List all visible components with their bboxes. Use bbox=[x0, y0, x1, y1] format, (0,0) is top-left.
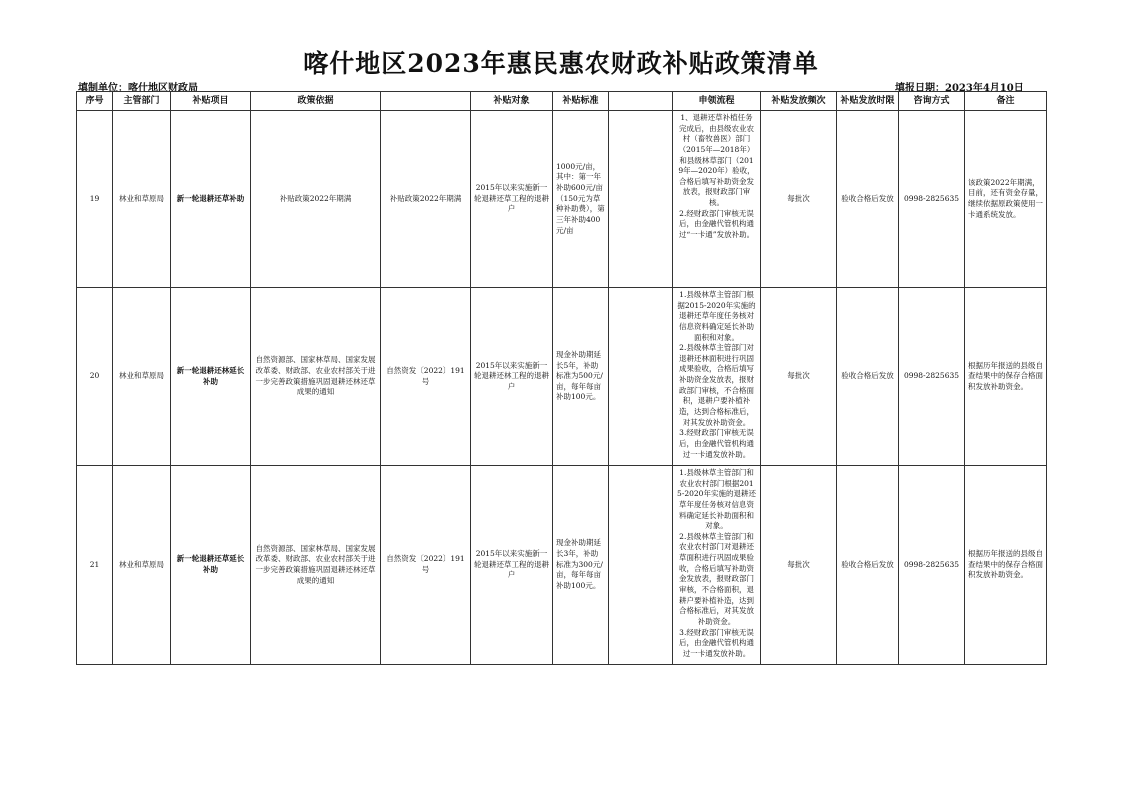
header-cell: 申领流程 bbox=[673, 92, 761, 111]
row-process-text: 1.县级林草主管部门和农业农村部门根据2015-2020年实施的退耕还草年度任务核对信息资料确定延长补助面积和对象。 2.县级林草主管部门和农业农村部门对退耕还草面积进行巩固成果验收，合格后填写补助资金发放表，报财政部门审核，不合格面积，退耕户要补植补造，达到合格标准后，对其发放补助资金。 3.经财政部门审核无误后，由金融代管机构通过一卡通发放补助。 bbox=[677, 468, 756, 658]
row-contact: 0998-2825635 bbox=[899, 466, 965, 665]
row-contact: 0998-2825635 bbox=[899, 111, 965, 288]
table-row bbox=[77, 288, 1047, 466]
row-process bbox=[673, 111, 761, 288]
row-basis: 自然资源部、国家林草局、国家发展改革委、财政部、农业农村部关于进一步完善政策措施巩固退耕还林还草成果的通知 bbox=[251, 466, 381, 665]
row-spacer bbox=[609, 466, 673, 665]
subsidy-table bbox=[76, 91, 1047, 665]
row-document: 自然资发〔2022〕191号 bbox=[381, 288, 471, 466]
row-frequency: 每批次 bbox=[761, 111, 837, 288]
table-row bbox=[77, 466, 1047, 665]
row-contact: 0998-2825635 bbox=[899, 288, 965, 466]
header-cell: 主管部门 bbox=[113, 92, 171, 111]
header-cell: 补贴对象 bbox=[471, 92, 553, 111]
row-frequency: 每批次 bbox=[761, 288, 837, 466]
header-cell: 补贴发放频次 bbox=[761, 92, 837, 111]
row-number: 19 bbox=[77, 111, 113, 288]
header-cell: 补贴标准 bbox=[553, 92, 609, 111]
row-frequency: 每批次 bbox=[761, 466, 837, 665]
row-document: 自然资发〔2022〕191号 bbox=[381, 466, 471, 665]
header-cell: 备注 bbox=[965, 92, 1047, 111]
filing-date: 填报日期：2023年4月10日 bbox=[895, 83, 1024, 94]
row-basis: 补贴政策2022年期满 bbox=[251, 111, 381, 288]
row-number: 20 bbox=[77, 288, 113, 466]
row-note: 根据历年报送的县级自查结果中的保存合格面积发放补助资金。 bbox=[965, 288, 1047, 466]
header-cell: 政策依据 bbox=[251, 92, 381, 111]
table-header-row bbox=[77, 92, 1047, 111]
row-standard: 现金补助期延长5年，补助标准为500元/亩，每年每亩补助100元。 bbox=[553, 288, 609, 466]
header-cell: 序号 bbox=[77, 92, 113, 111]
header-cell: 补贴发放时限 bbox=[837, 92, 899, 111]
row-process bbox=[673, 288, 761, 466]
header-cell: 咨询方式 bbox=[899, 92, 965, 111]
page-title: 喀什地区2023年惠民惠农财政补贴政策清单 bbox=[303, 49, 819, 78]
row-process bbox=[673, 466, 761, 665]
row-basis: 自然资源部、国家林草局、国家发展改革委、财政部、农业农村部关于进一步完善政策措施巩固退耕还林还草成果的通知 bbox=[251, 288, 381, 466]
row-target: 2015年以来实施新一轮退耕还草工程的退耕户 bbox=[471, 466, 553, 665]
row-time-limit: 验收合格后发放 bbox=[837, 466, 899, 665]
row-project: 新一轮退耕还草延长补助 bbox=[171, 466, 251, 665]
row-process-text: 1.县级林草主管部门根据2015-2020年实施的退耕还草年度任务核对信息资料确定延长补助面积和对象。 2.县级林草主管部门对退耕还林面积进行巩固成果验收，合格后填写补助资金发放表，报财政部门审核，不合格面积，退耕户要补植补造，达到合格标准后，对其发放补助资金。 3.经财政部门审核无误后，由金融代管机构通过一卡通发放补助。 bbox=[677, 290, 756, 459]
row-project: 新一轮退耕还林延长补助 bbox=[171, 288, 251, 466]
header-cell: 补贴项目 bbox=[171, 92, 251, 111]
row-department: 林业和草原局 bbox=[113, 466, 171, 665]
row-time-limit: 验收合格后发放 bbox=[837, 111, 899, 288]
header-cell bbox=[381, 92, 471, 111]
row-standard: 现金补助期延长3年，补助标准为300元/亩，每年每亩补助100元。 bbox=[553, 466, 609, 665]
row-number: 21 bbox=[77, 466, 113, 665]
row-standard: 1000元/亩，其中：第一年补助600元/亩（150元为草种补助费），第三年补助400元/亩 bbox=[553, 111, 609, 288]
row-department: 林业和草原局 bbox=[113, 111, 171, 288]
row-process-text: 1、退耕还草补植任务完成后，由县级农业农村（畜牧兽医）部门（2015年—2018年）和县级林草部门（2019年—2020年）验收，合格后填写补助资金发放表，报财政部门审核。 2.经财政部门审核无误后，由金融代管机构通过“一卡通”发放补助。 bbox=[678, 113, 755, 240]
row-spacer bbox=[609, 111, 673, 288]
row-department: 林业和草原局 bbox=[113, 288, 171, 466]
row-project: 新一轮退耕还草补助 bbox=[171, 111, 251, 288]
header-cell bbox=[609, 92, 673, 111]
row-spacer bbox=[609, 288, 673, 466]
row-note: 该政策2022年期满，目前，还有资金存量，继续依据原政策使用一卡通系统发放。 bbox=[965, 111, 1047, 288]
row-time-limit: 验收合格后发放 bbox=[837, 288, 899, 466]
row-document: 补贴政策2022年期满 bbox=[381, 111, 471, 288]
row-target: 2015年以来实施新一轮退耕还草工程的退耕户 bbox=[471, 111, 553, 288]
filing-unit: 填制单位：喀什地区财政局 bbox=[78, 83, 198, 94]
table-row bbox=[77, 111, 1047, 288]
row-target: 2015年以来实施新一轮退耕还林工程的退耕户 bbox=[471, 288, 553, 466]
row-note: 根据历年报送的县级自查结果中的保存合格面积发放补助资金。 bbox=[965, 466, 1047, 665]
